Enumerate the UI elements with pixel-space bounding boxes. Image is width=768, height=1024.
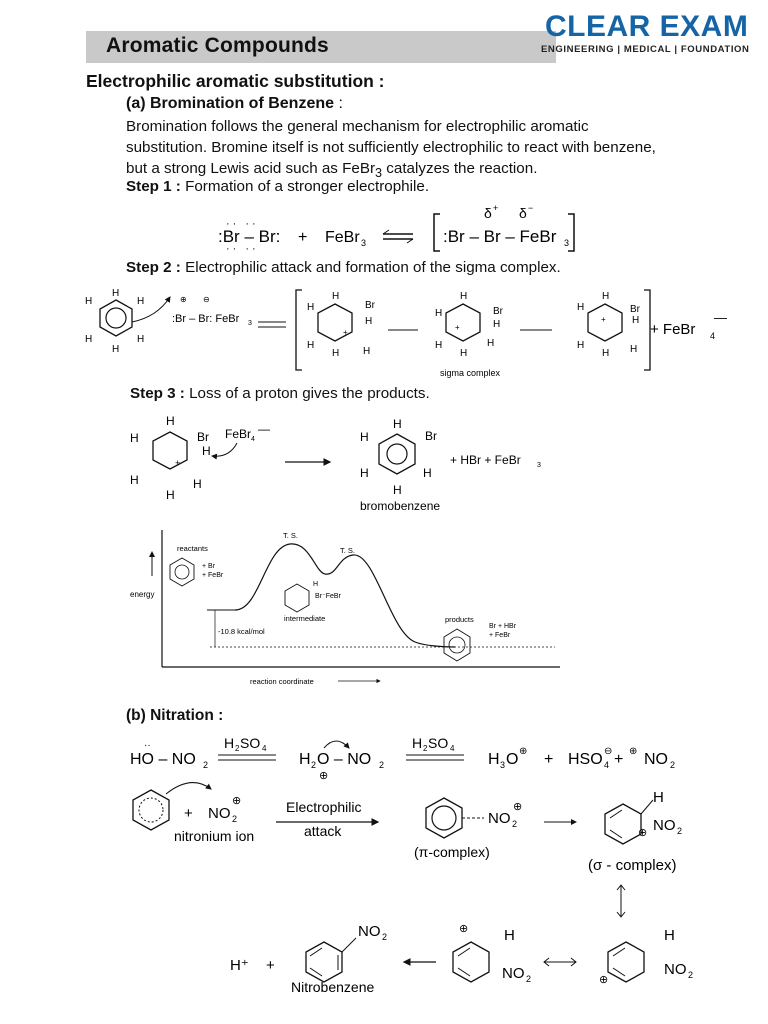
svg-text:··: ·· [144,740,151,751]
svg-text:H: H [435,308,443,319]
reactant-reagent-1: + Br [202,563,216,570]
section-title: Electrophilic aromatic substitution : [86,71,385,91]
svg-text:H: H [435,340,443,351]
step1-label: Step 1 : [126,178,181,195]
svg-text:SO: SO [428,735,449,751]
svg-text:H: H [488,751,500,768]
svg-text:H: H [460,348,468,359]
svg-text:2: 2 [203,760,209,770]
step2-line [126,259,561,276]
svg-text:3: 3 [248,320,252,327]
svg-text:⊕: ⊕ [599,974,609,986]
page-title: Aromatic Compounds [106,34,329,57]
svg-text:H: H [423,466,432,480]
svg-text:H: H [85,334,93,345]
sigma-structure-1 [307,291,376,359]
svg-text:2: 2 [235,744,240,753]
step3-line [130,385,430,402]
sigma-complex-nitration-label: (σ - complex) [588,857,677,874]
ts2-label: T. S. [340,546,356,555]
svg-text:H: H [112,288,120,299]
svg-text:H: H [193,477,202,491]
svg-text:·· ··: ·· ·· [226,218,259,230]
svg-text:4: 4 [262,744,267,753]
svg-text:H: H [630,344,638,355]
para-line-3-post: catalyzes the reaction. [382,160,538,177]
svg-text:H: H [393,417,402,431]
svg-text:H: H [85,296,93,307]
svg-text:HO – NO: HO – NO [130,751,196,768]
svg-text::Br – Br:: :Br – Br: [218,227,281,246]
svg-text:2: 2 [670,760,676,770]
sigma-structure-2 [435,291,504,359]
bromination-label-suffix: : [334,95,343,112]
svg-text:O: O [506,751,519,768]
svg-text:⊕: ⊕ [519,746,528,757]
svg-text:Br: Br [630,304,640,315]
svg-text:H: H [577,340,585,351]
svg-text:NO: NO [488,810,511,827]
svg-text:+: + [614,751,624,768]
svg-text:SO: SO [240,735,261,751]
svg-text:2: 2 [677,826,683,836]
svg-text:⊖: ⊖ [203,295,210,304]
svg-text:δ: δ [484,205,492,221]
febr4-reagent: FeBr [225,427,252,441]
para-line-3-pre: but a strong Lewis acid such as FeBr [126,160,376,177]
svg-text:H: H [632,315,640,326]
step2-text: Electrophilic attack and formation of the sigma complex. [180,259,561,276]
svg-text:+: + [601,315,606,324]
svg-text:H: H [504,927,515,944]
bromination-heading [126,95,343,113]
svg-text:+: + [175,458,181,468]
logo-text: CLEAR EXAM [545,10,749,43]
svg-text:H: H [313,581,319,588]
nitration-mechanism [126,726,746,996]
svg-text:⊕: ⊕ [319,770,329,782]
svg-text:NO: NO [358,923,381,940]
svg-text:H: H [299,751,311,768]
svg-text:H: H [307,302,315,313]
svg-text:Br: Br [365,300,375,311]
svg-text:Br: Br [493,306,503,317]
svg-text:H: H [602,348,610,359]
svg-text:H: H [577,302,585,313]
svg-text:Br: Br [425,429,437,443]
reactants-label: reactants [177,544,208,553]
svg-text:H: H [487,338,495,349]
svg-text:2: 2 [379,760,385,770]
sigma-complex-label: sigma complex [440,368,501,378]
svg-text:+: + [184,805,193,822]
sigma-structure-3 [577,291,641,359]
svg-text:⊕: ⊕ [232,795,242,807]
svg-text:3: 3 [361,238,367,248]
bromination-paragraph [126,116,720,184]
svg-text:·· ··: ·· ·· [226,243,259,255]
svg-text:H: H [493,319,501,330]
attack-label-1: Electrophilic [286,799,362,815]
svg-text:−: − [528,203,534,213]
h-plus-label: H⁺ [230,957,249,974]
reactant-reagent-2: + FeBr [202,572,224,579]
svg-text:+: + [343,328,348,337]
svg-text:⊕: ⊕ [513,801,523,813]
svg-text:3: 3 [564,238,570,248]
svg-text:2: 2 [512,819,518,829]
svg-text:H: H [130,473,139,487]
para-line-2: substitution. Bromine itself is not sufficiently electrophilic to react with benzene, [126,139,656,156]
svg-text:4: 4 [710,331,716,341]
products-label: products [445,615,474,624]
svg-text:H: H [166,414,175,428]
energy-xlabel: reaction coordinate [250,677,314,686]
nitrobenzene-label: Nitrobenzene [291,979,375,995]
svg-text:δ: δ [519,205,527,221]
attack-label-2: attack [304,823,342,839]
pi-complex-label: (π-complex) [414,844,490,860]
svg-text:NO: NO [653,817,676,834]
svg-text:+: + [298,229,308,246]
svg-text:⊕: ⊕ [629,746,638,757]
svg-text:Br: Br [197,430,209,444]
svg-text:H: H [332,291,340,302]
svg-text:H: H [130,431,139,445]
svg-text:H: H [360,466,369,480]
intermediate-label: intermediate [284,614,326,623]
svg-text:4: 4 [450,744,455,753]
svg-text:+: + [544,751,554,768]
svg-text:—: — [258,422,270,436]
svg-text:2: 2 [382,932,388,942]
nitration-heading: (b) Nitration : [126,707,224,724]
svg-text:H: H [224,735,235,751]
para-line-1: Bromination follows the general mechanism for electrophilic aromatic [126,118,589,135]
svg-text::Br – Br: FeBr: :Br – Br: FeBr [172,313,240,325]
svg-text:H: H [653,789,664,806]
nitronium-label: nitronium ion [174,828,255,844]
svg-text:FeBr: FeBr [325,229,360,246]
energy-diagram [125,522,565,692]
energy-ylabel: energy [130,590,155,599]
svg-text:H: H [460,291,468,302]
svg-text:4: 4 [604,760,610,770]
svg-text:⊕: ⊕ [638,827,648,839]
svg-text:H: H [393,483,402,497]
svg-text:2: 2 [311,760,317,770]
febr4-product: + FeBr [650,321,696,338]
svg-text:H: H [412,735,423,751]
svg-text:⊖: ⊖ [604,746,613,757]
svg-text::Br – Br – FeBr: :Br – Br – FeBr [443,227,557,246]
svg-text:⊕: ⊕ [459,923,469,935]
svg-text:+: + [493,203,499,213]
step1-equation [200,200,600,255]
step3-text: Loss of a proton gives the products. [184,385,430,402]
svg-text:H: H [166,488,175,502]
logo-tagline: ENGINEERING | MEDICAL | FOUNDATION [541,44,750,55]
svg-text:+: + [455,323,460,332]
svg-text:⊕: ⊕ [180,295,187,304]
svg-text:H: H [202,444,211,458]
para-line-3-sub: 3 [375,166,383,181]
svg-text:NO: NO [208,805,231,822]
svg-text:+: + [266,957,275,974]
svg-text:3: 3 [500,760,506,770]
svg-text:2: 2 [232,814,238,824]
bromination-label: (a) Bromination of Benzene [126,95,335,112]
svg-text:H: H [360,430,369,444]
svg-text:H: H [363,346,371,357]
svg-text:H: H [112,344,120,355]
ts1-label: T. S. [283,531,299,540]
svg-text:H: H [137,334,145,345]
step1-line [126,178,429,195]
svg-text:H: H [365,316,373,327]
svg-text:2: 2 [526,974,532,984]
svg-text:Br⁻FeBr: Br⁻FeBr [315,593,341,600]
svg-text:H: H [137,296,145,307]
svg-text:2: 2 [688,970,694,980]
svg-text:NO: NO [664,961,687,978]
step2-label: Step 2 : [126,259,181,276]
step3-label: Step 3 : [130,385,185,402]
step2-mechanism [80,282,760,382]
svg-text:O – NO: O – NO [317,751,372,768]
svg-text:H: H [602,291,610,302]
step3-byproducts: + HBr + FeBr [450,453,521,467]
step1-text: Formation of a stronger electrophile. [180,178,430,195]
svg-text:H: H [332,348,340,359]
svg-text:4: 4 [251,436,255,443]
svg-text:H: H [307,340,315,351]
svg-text:NO: NO [502,965,525,982]
svg-text:—: — [714,310,727,325]
svg-text:3: 3 [537,462,541,469]
bromobenzene-label: bromobenzene [360,499,441,513]
step3-mechanism [125,410,565,520]
svg-text:HSO: HSO [568,751,603,768]
bromobenzene-structure [360,417,437,497]
product-reagent-2: + FeBr [489,632,511,639]
svg-text:H: H [664,927,675,944]
svg-text:NO: NO [644,751,668,768]
product-reagent-1: Br + HBr [489,623,517,630]
svg-text:2: 2 [423,744,428,753]
delta-e-label: -10.8 kcal/mol [218,627,265,636]
